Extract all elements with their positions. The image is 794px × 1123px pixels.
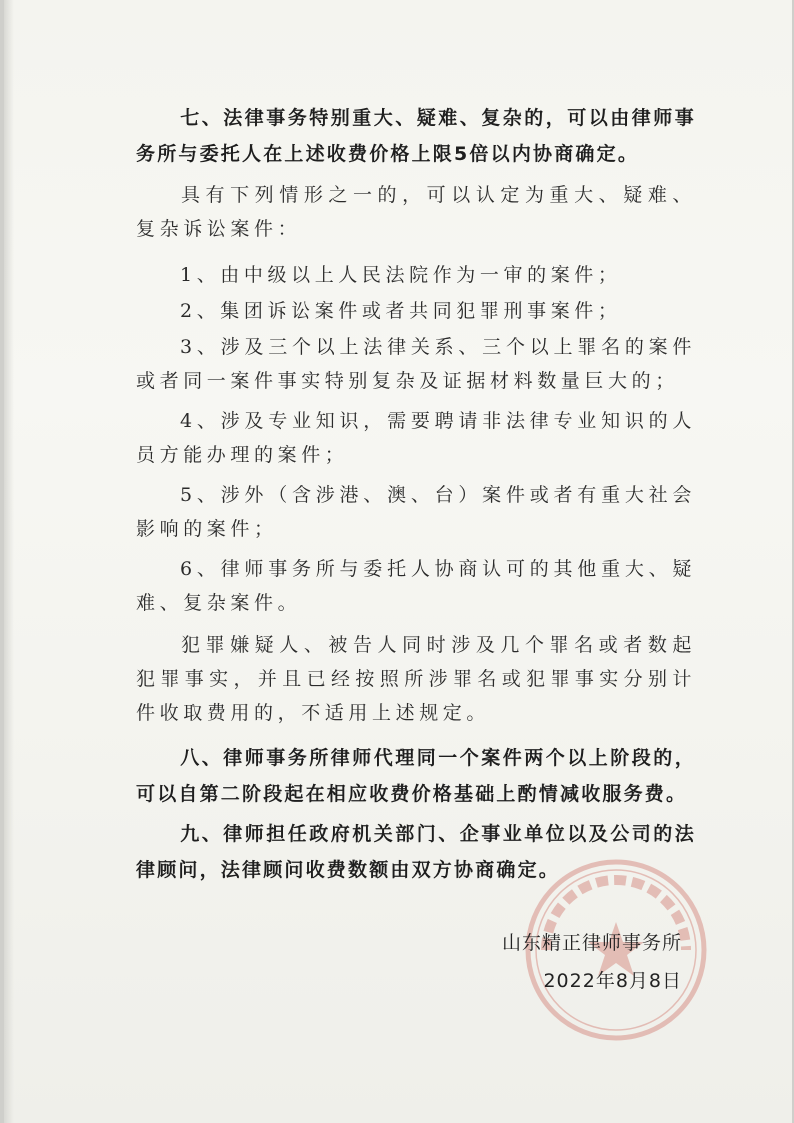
signature-date: 2022年8月8日 — [543, 970, 682, 992]
criterion-2 — [136, 294, 696, 328]
exception-paragraph — [136, 628, 696, 730]
exception-text: 犯罪嫌疑人、被告人同时涉及几个罪名或者数起犯罪事实，并且已经按照所涉罪名或犯罪事实分别计件收取费用的，不适用上述规定。 — [136, 634, 696, 724]
criterion-4 — [136, 404, 696, 472]
criterion-4-text: 4、涉及专业知识，需要聘请非法律专业知识的人员方能办理的案件； — [136, 410, 696, 466]
document-page — [4, 0, 792, 1123]
paragraph-8-text: 八、律师事务所律师代理同一个案件两个以上阶段的，可以自第二阶段起在相应收费价格基础上酌情减收服务费。 — [136, 747, 696, 805]
criterion-5-text: 5、涉外（含涉港、澳、台）案件或者有重大社会影响的案件； — [136, 484, 696, 540]
criterion-2-text: 2、集团诉讼案件或者共同犯罪刑事案件； — [180, 300, 622, 322]
criterion-5 — [136, 478, 696, 546]
criterion-3-text: 3、涉及三个以上法律关系、三个以上罪名的案件或者同一案件事实特别复杂及证据材料数量巨大的； — [136, 336, 696, 392]
criteria-intro-text: 具有下列情形之一的，可以认定为重大、疑难、复杂诉讼案件： — [136, 184, 696, 240]
paragraph-7 — [136, 100, 696, 172]
criteria-intro — [136, 178, 696, 246]
criterion-1 — [136, 258, 696, 292]
signature-organization: 山东精正律师事务所 — [501, 932, 682, 954]
criterion-6-text: 6、律师事务所与委托人协商认可的其他重大、疑难、复杂案件。 — [136, 558, 696, 614]
criterion-3 — [136, 330, 696, 398]
paragraph-7-text: 七、法律事务特别重大、疑难、复杂的，可以由律师事务所与委托人在上述收费价格上限5倍以内协商确定。 — [136, 107, 696, 165]
paragraph-9-text: 九、律师担任政府机关部门、企事业单位以及公司的法律顾问，法律顾问收费数额由双方协商确定。 — [136, 823, 696, 881]
criterion-6 — [136, 552, 696, 620]
paragraph-8 — [136, 740, 696, 812]
criterion-1-text: 1、由中级以上人民法院作为一审的案件； — [180, 264, 622, 286]
